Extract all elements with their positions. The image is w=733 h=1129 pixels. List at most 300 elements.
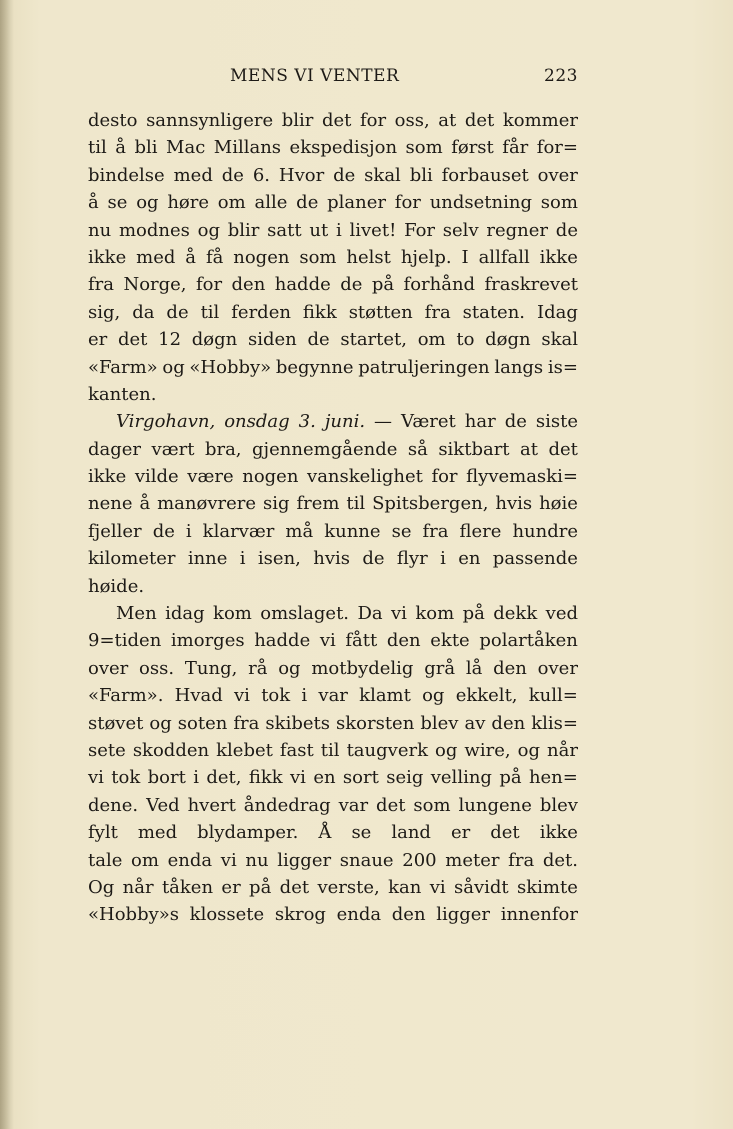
word: sete <box>88 739 126 761</box>
text-line <box>88 354 578 381</box>
word: land <box>391 822 431 844</box>
word: den <box>493 657 527 679</box>
word: på <box>371 274 395 296</box>
word: som <box>413 794 451 816</box>
word: det <box>548 438 578 460</box>
word: Spitsbergen, <box>372 493 489 515</box>
word: i <box>335 219 342 241</box>
word: for <box>431 466 458 488</box>
word: av <box>464 712 486 734</box>
word: hen= <box>528 767 578 789</box>
word: velling <box>430 767 492 789</box>
word: omslaget. <box>260 603 350 625</box>
word: rå <box>248 657 268 679</box>
word: kan <box>388 876 422 898</box>
word: skimte <box>517 876 578 898</box>
word: høre <box>167 192 210 214</box>
text-line <box>88 271 578 298</box>
text-line <box>88 244 578 271</box>
word: å <box>88 192 99 214</box>
word: is= <box>547 356 578 378</box>
word: de <box>333 164 356 186</box>
word: hvert <box>187 794 236 816</box>
word: fått <box>345 630 378 652</box>
word: ut <box>309 219 329 241</box>
word: tåken <box>161 876 214 898</box>
word: få <box>205 246 224 268</box>
word: bli <box>134 137 158 159</box>
word: patruljeringen <box>358 356 490 378</box>
text-line <box>88 162 578 189</box>
word: hadde <box>274 274 331 296</box>
word: høide. <box>88 575 145 597</box>
word: til <box>88 137 107 159</box>
running-title: MENS VI VENTER <box>230 66 400 86</box>
word: se <box>107 192 128 214</box>
word: kanten. <box>88 383 157 405</box>
word: bra, <box>204 438 242 460</box>
word: fra <box>422 520 449 542</box>
word: døgn <box>485 329 531 351</box>
word: fikk <box>248 767 283 789</box>
word: de <box>296 192 319 214</box>
text-line <box>88 627 578 654</box>
word: alle <box>254 192 288 214</box>
word: vilde <box>134 466 179 488</box>
word: og <box>162 356 185 378</box>
word: For <box>404 219 436 241</box>
word: de <box>221 164 244 186</box>
word: Været <box>401 411 456 433</box>
word: til <box>320 739 340 761</box>
word: i <box>440 548 446 570</box>
word: for= <box>536 137 578 159</box>
word: Virgohavn, <box>116 411 216 433</box>
text-line <box>88 737 578 764</box>
word: tok <box>111 767 141 789</box>
word: skrog <box>274 904 326 926</box>
word: å <box>139 493 151 515</box>
word: når <box>122 876 154 898</box>
word: klarvær <box>202 520 275 542</box>
word: de <box>152 520 175 542</box>
word: sig, <box>88 301 121 323</box>
word: bort <box>147 767 186 789</box>
word: er <box>88 329 108 351</box>
word: «Farm». <box>88 685 164 707</box>
word: dager <box>88 438 142 460</box>
word: og <box>149 712 172 734</box>
word: ligger <box>436 904 491 926</box>
word: staten. <box>462 301 526 323</box>
word: nogen <box>242 466 299 488</box>
word: ved <box>545 603 578 625</box>
word: se <box>351 822 372 844</box>
word: det <box>279 876 310 898</box>
text-line <box>88 381 578 408</box>
word: for <box>394 192 421 214</box>
word: 6. <box>252 164 270 186</box>
word: meter <box>445 849 500 871</box>
word: må <box>285 520 314 542</box>
word: den <box>491 712 526 734</box>
word: støvet <box>88 712 144 734</box>
word: i <box>193 767 199 789</box>
word: Å <box>318 822 332 844</box>
binding-shadow <box>0 0 14 1129</box>
word: modnes <box>118 219 190 241</box>
word: vi <box>319 630 336 652</box>
word: i <box>185 520 192 542</box>
word: ekte <box>430 630 470 652</box>
word: skodden <box>132 739 210 761</box>
word: siste <box>535 411 578 433</box>
text-line <box>88 682 578 709</box>
word: Og <box>88 876 115 898</box>
word: bindelse <box>88 164 165 186</box>
word: da <box>132 301 155 323</box>
word: vi <box>88 767 104 789</box>
word: at <box>438 110 457 131</box>
word: åndedrag <box>243 794 331 816</box>
word: helst <box>346 246 391 268</box>
text-line <box>88 408 578 435</box>
word: nu <box>88 219 112 241</box>
word: med <box>173 164 213 186</box>
word: kilometer <box>88 548 176 570</box>
word: de <box>307 329 330 351</box>
word: og <box>435 739 458 761</box>
word: Millans <box>213 137 282 159</box>
word: regner <box>486 219 549 241</box>
word: wire, <box>464 739 511 761</box>
word: til <box>346 493 366 515</box>
text-line <box>88 189 578 216</box>
word: vi <box>220 849 237 871</box>
text-line <box>88 792 578 819</box>
word: begynne <box>275 356 354 378</box>
text-line <box>88 600 578 627</box>
word: selv <box>442 219 479 241</box>
word: den <box>231 274 266 296</box>
word: å <box>185 246 197 268</box>
word: allfall <box>478 246 530 268</box>
word: de <box>504 411 527 433</box>
word: det, <box>206 767 242 789</box>
word: dene. <box>88 794 139 816</box>
word: snaue <box>339 849 394 871</box>
text-line <box>88 490 578 517</box>
word: såvidt <box>453 876 509 898</box>
word: onsdag <box>224 411 290 433</box>
word: som <box>299 246 337 268</box>
running-header <box>88 66 578 96</box>
word: i <box>239 548 246 570</box>
word: «Hobby»s <box>88 904 180 926</box>
word: blev <box>420 712 459 734</box>
word: ikke <box>539 822 578 844</box>
word: Tung, <box>184 657 238 679</box>
word: får <box>502 137 529 159</box>
word: juni. <box>324 411 366 433</box>
word: fra <box>508 849 535 871</box>
word: med <box>136 246 176 268</box>
word: blev <box>539 794 578 816</box>
word: var <box>338 794 369 816</box>
word: og <box>136 192 159 214</box>
text-line <box>88 436 578 463</box>
word: var <box>318 685 348 707</box>
word: kom <box>213 603 252 625</box>
word: flyvemaski= <box>466 466 578 488</box>
word: Ved <box>146 794 180 816</box>
word: 200 <box>402 849 437 871</box>
word: innenfor <box>500 904 578 926</box>
word: kom <box>415 603 455 625</box>
word: vi <box>234 685 250 707</box>
word: langs <box>494 356 544 378</box>
word: siktbart <box>438 438 510 460</box>
word: å <box>115 137 126 159</box>
word: hadde <box>254 630 311 652</box>
word: hvis <box>495 493 533 515</box>
word: skal <box>541 329 578 351</box>
word: soten <box>177 712 228 734</box>
word: vanskelighet <box>307 466 423 488</box>
word: og <box>422 685 445 707</box>
word: blydamper. <box>197 822 299 844</box>
word: og <box>517 739 540 761</box>
word: blir <box>227 219 260 241</box>
text-line <box>88 655 578 682</box>
word: den <box>386 630 421 652</box>
text-line <box>88 463 578 490</box>
text-line <box>88 819 578 846</box>
word: klamt <box>359 685 411 707</box>
word: fylt <box>88 822 118 844</box>
word: ekspedisjon <box>289 137 398 159</box>
word: at <box>520 438 538 460</box>
word: ekkelt, <box>455 685 518 707</box>
word: vi <box>391 603 407 625</box>
word: over <box>537 657 578 679</box>
word: ikke <box>88 466 127 488</box>
word: de <box>340 274 363 296</box>
word: de <box>362 548 385 570</box>
text-line <box>88 518 578 545</box>
word: livet! <box>349 219 397 241</box>
word: klis= <box>531 712 578 734</box>
word: for <box>195 274 223 296</box>
word: det <box>321 110 352 131</box>
word: nogen <box>233 246 290 268</box>
word: en <box>313 767 336 789</box>
word: gjennemgående <box>252 438 398 460</box>
word: har <box>464 411 496 433</box>
word: fikk <box>302 301 337 323</box>
word: Hvor <box>278 164 325 186</box>
word: det. <box>542 849 578 871</box>
word: tok <box>261 685 291 707</box>
word: bli <box>409 164 433 186</box>
word: Norge, <box>123 274 187 296</box>
word: lungene <box>458 794 532 816</box>
word: fjeller <box>88 520 142 542</box>
word: med <box>137 822 178 844</box>
text-line <box>88 710 578 737</box>
text-line <box>88 217 578 244</box>
word: passende <box>492 548 578 570</box>
text-line <box>88 545 578 572</box>
word: Idag <box>536 301 578 323</box>
word: er <box>450 822 471 844</box>
text-line <box>88 134 578 161</box>
page-number: 223 <box>544 66 578 86</box>
word: enda <box>167 849 213 871</box>
word: planer <box>327 192 387 214</box>
word: i <box>301 685 308 707</box>
word: 9=tiden <box>88 630 162 652</box>
text-line <box>88 107 578 134</box>
body-text <box>88 107 578 929</box>
word: forhånd <box>403 274 476 296</box>
word: taugverk <box>346 739 428 761</box>
word: kunne <box>324 520 381 542</box>
word: «Farm» <box>88 356 158 378</box>
word: ikke <box>539 246 578 268</box>
word: høie <box>539 493 578 515</box>
word: vi <box>290 767 306 789</box>
word: skorsten <box>336 712 415 734</box>
word: døgn <box>191 329 238 351</box>
word: over <box>88 657 129 679</box>
text-line <box>88 573 578 600</box>
word: to <box>456 329 475 351</box>
word: om <box>417 329 446 351</box>
word: I <box>461 246 469 268</box>
word: startet, <box>340 329 407 351</box>
word: dekk <box>493 603 538 625</box>
word: imorges <box>170 630 245 652</box>
word: enda <box>336 904 382 926</box>
word: for <box>359 110 387 131</box>
word: — <box>374 411 393 433</box>
word: Mac <box>166 137 206 159</box>
text-line <box>88 847 578 874</box>
text-line <box>88 874 578 901</box>
word: om <box>131 849 159 871</box>
word: oss, <box>394 110 430 131</box>
word: være <box>187 466 234 488</box>
word: så <box>407 438 428 460</box>
word: se <box>391 520 412 542</box>
text-line <box>88 764 578 791</box>
word: ligger <box>277 849 332 871</box>
word: skal <box>364 164 401 186</box>
word: Da <box>357 603 383 625</box>
word: den <box>391 904 426 926</box>
text-line <box>88 299 578 326</box>
word: Men <box>116 603 157 625</box>
word: først <box>451 137 494 159</box>
word: undsetning <box>429 192 532 214</box>
word: forbauset <box>441 164 529 186</box>
word: sannsynligere <box>146 110 274 131</box>
word: «Hobby» <box>189 356 272 378</box>
word: de <box>166 301 189 323</box>
word: som <box>540 192 578 214</box>
word: blir <box>281 110 314 131</box>
word: fraskrevet <box>484 274 578 296</box>
word: fra <box>424 301 451 323</box>
word: klebet <box>216 739 273 761</box>
word: de <box>555 219 578 241</box>
word: fra <box>233 712 260 734</box>
word: hvis <box>313 548 351 570</box>
word: ferden <box>231 301 291 323</box>
word: klossete <box>189 904 265 926</box>
word: flere <box>459 520 502 542</box>
word: inne <box>187 548 228 570</box>
word: sort <box>342 767 379 789</box>
word: isen, <box>257 548 301 570</box>
word: er <box>221 876 241 898</box>
word: sig <box>262 493 290 515</box>
word: når <box>547 739 578 761</box>
word: fast <box>279 739 314 761</box>
word: vi <box>429 876 446 898</box>
word: det <box>117 329 148 351</box>
word: desto <box>88 110 138 131</box>
word: vært <box>151 438 195 460</box>
word: nene <box>88 493 133 515</box>
word: motbydelig <box>311 657 414 679</box>
word: kommer <box>502 110 578 131</box>
word: flyr <box>396 548 428 570</box>
word: ikke <box>88 246 127 268</box>
word: det <box>464 110 495 131</box>
word: tale <box>88 849 123 871</box>
word: polartåken <box>479 630 578 652</box>
word: 12 <box>158 329 182 351</box>
word: støtten <box>348 301 413 323</box>
word: det <box>490 822 520 844</box>
word: hjelp. <box>400 246 452 268</box>
word: siden <box>247 329 297 351</box>
word: på <box>249 876 272 898</box>
word: 3. <box>298 411 316 433</box>
word: over <box>537 164 578 186</box>
word: satt <box>267 219 302 241</box>
word: på <box>499 767 522 789</box>
text-line <box>88 326 578 353</box>
word: om <box>217 192 246 214</box>
word: nu <box>245 849 269 871</box>
word: skibets <box>265 712 330 734</box>
word: det <box>376 794 406 816</box>
word: frem <box>296 493 340 515</box>
word: hundre <box>512 520 578 542</box>
word: lå <box>465 657 483 679</box>
word: til <box>200 301 220 323</box>
word: Hvad <box>174 685 223 707</box>
word: og <box>278 657 301 679</box>
word: på <box>462 603 485 625</box>
word: grå <box>424 657 456 679</box>
word: oss. <box>139 657 175 679</box>
word: en <box>458 548 481 570</box>
word: idag <box>165 603 205 625</box>
